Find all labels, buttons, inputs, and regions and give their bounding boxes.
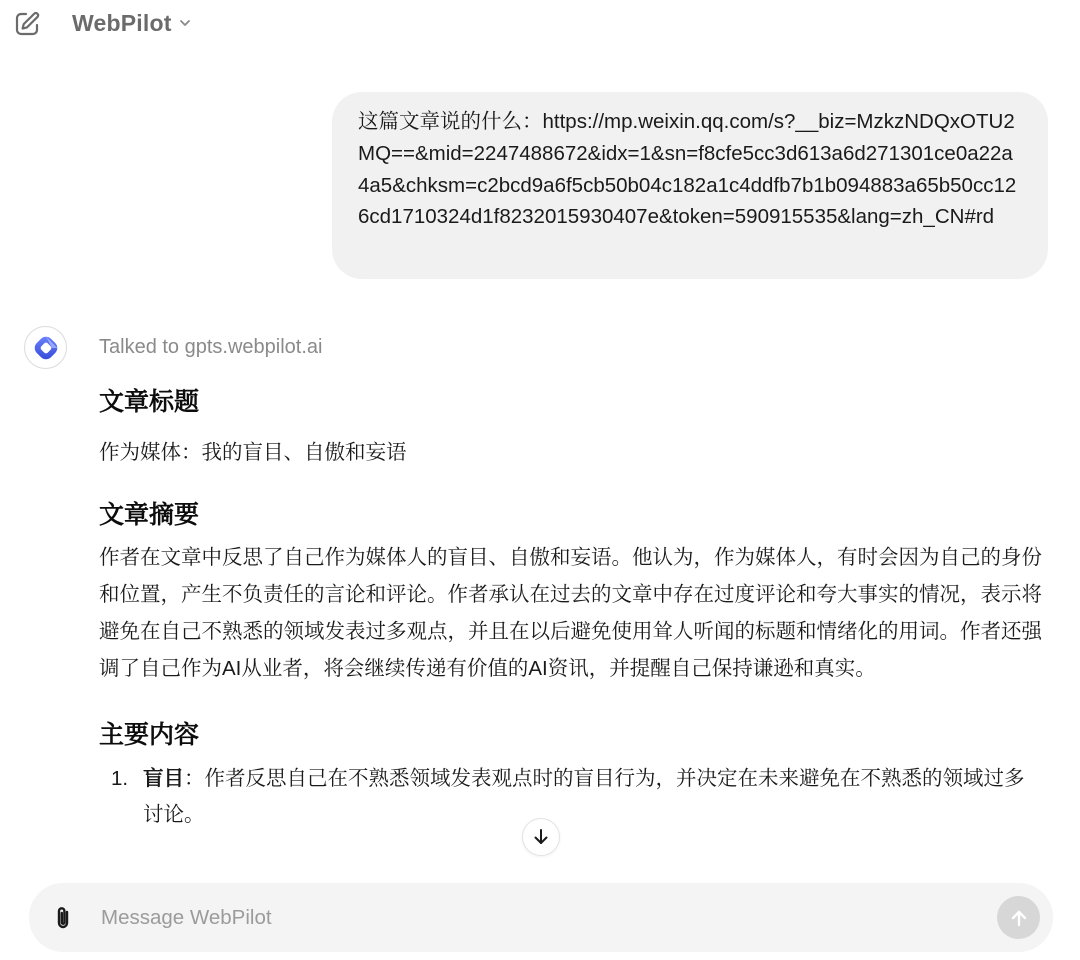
list-item-label: 盲目 xyxy=(143,767,184,790)
new-chat-button[interactable] xyxy=(12,9,42,39)
top-bar xyxy=(0,0,1080,46)
section-heading-summary: 文章摘要 xyxy=(99,501,200,529)
send-button[interactable] xyxy=(997,896,1040,939)
assistant-message xyxy=(99,384,1044,833)
user-message-text: 这篇文章说的什么：https://mp.weixin.qq.com/s?__biz=MzkzNDQxOTU2MQ==&mid=2247488672&idx=1&sn=f8cfe5cc3d613a6d271301ce0a22a4a5&chksm=c2bcd9a6f5cb50b04c182a1c4ddfb7b1b094883a65b50cc126cd1710324d1f8232015930407e&token=590915535&lang=zh_CN#rd xyxy=(358,110,1017,229)
arrow-down-icon xyxy=(531,827,551,847)
summary-paragraph: 作者在文章中反思了自己作为媒体人的盲目、自傲和妄语。他认为，作为媒体人，有时会因为自己的身份和位置，产生不负责任的言论和评论。作者承认在过去的文章中存在过度评论和夸大事实的情况，表示将避免在自己不熟悉的领域发表过多观点，并且在以后避免使用耸人听闻的标题和情绪化的用词。作者还强调了自己作为AI从业者，将会继续传递有价值的AI资讯，并提醒自己保持谦逊和真实。 xyxy=(99,546,1042,680)
section-heading-main: 主要内容 xyxy=(99,721,200,749)
paperclip-icon xyxy=(52,904,74,932)
assistant-avatar xyxy=(24,326,67,369)
message-input[interactable] xyxy=(101,901,961,935)
chevron-down-icon xyxy=(178,16,192,30)
pencil-square-icon xyxy=(13,10,41,38)
webpilot-logo-icon xyxy=(30,332,62,364)
app-title: WebPilot xyxy=(72,9,172,36)
attach-button[interactable] xyxy=(49,903,77,933)
scroll-to-bottom-button[interactable] xyxy=(522,818,560,856)
tool-status[interactable]: Talked to gpts.webpilot.ai xyxy=(99,336,323,358)
article-title-text: 作为媒体：我的盲目、自傲和妄语 xyxy=(99,441,407,464)
section-heading-title: 文章标题 xyxy=(99,388,200,416)
arrow-up-icon xyxy=(1008,907,1030,929)
message-composer xyxy=(29,883,1053,952)
user-message-bubble xyxy=(332,92,1048,279)
list-number: 1. xyxy=(111,767,129,790)
main-points-list xyxy=(99,761,1044,833)
list-item-text: ：作者反思自己在不熟悉领域发表观点时的盲目行为，并决定在未来避免在不熟悉的领域过多讨论。 xyxy=(143,767,1025,826)
model-selector[interactable] xyxy=(72,9,192,37)
list-item xyxy=(99,761,1044,833)
